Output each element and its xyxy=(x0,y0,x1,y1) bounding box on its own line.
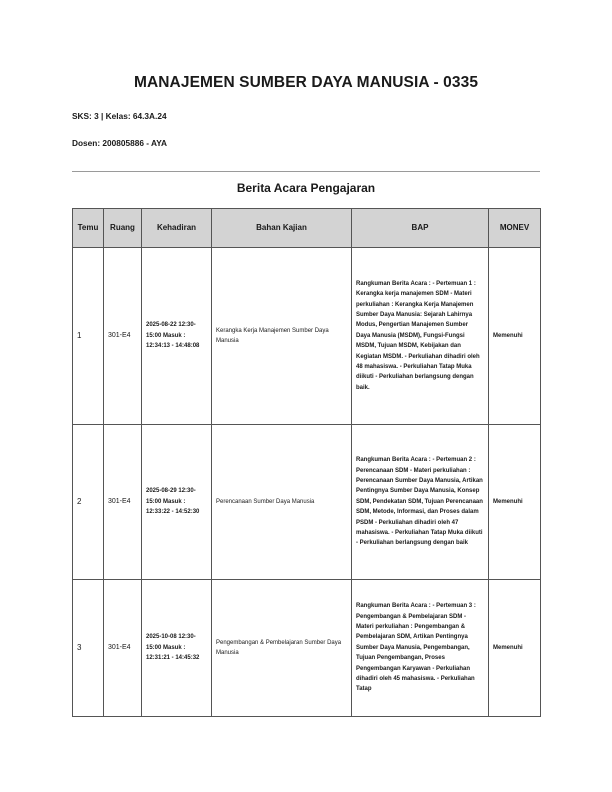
cell-bahan-kajian: Kerangka Kerja Manajemen Sumber Daya Manusia xyxy=(212,248,352,425)
table-header-row xyxy=(73,209,541,248)
lecturer-meta: Dosen: 200805886 - AYA xyxy=(72,138,168,148)
cell-bap: Rangkuman Berita Acara : - Pertemuan 1 : Kerangka kerja manajemen SDM - Materi perkuliahan : Kerangka Kerja Manajemen Sumber Daya Manusia: Sejarah Lahirnya Modus, Pengertian Manajemen Sumber Daya Manusia (MSDM), Fungsi-Fungsi MSDM, Tujuan MSDM, Kebijakan dan Kegiatan MSDM. - Perkuliahan dihadiri oleh 48 mahasiswa. - Perkuliahan Tatap Muka diikuti - Perkuliahan berlangsung dengan baik. xyxy=(352,248,489,425)
document-title: MANAJEMEN SUMBER DAYA MANUSIA - 0335 xyxy=(133,74,479,91)
cell-ruang: 301-E4 xyxy=(104,425,142,580)
header-bap: BAP xyxy=(352,209,489,248)
header-kehadiran: Kehadiran xyxy=(142,209,212,248)
table-row xyxy=(73,248,541,425)
cell-bap xyxy=(352,580,489,717)
cell-temu: 2 xyxy=(73,425,104,580)
cell-bap-text: Rangkuman Berita Acara : - Pertemuan 3 : Pengembangan & Pembelajaran SDM - Materi perkuliahan : Pengembangan & Pembelajaran SDM, Artikan Pentingnya Sumber Daya Manusia, Pengembangan, Tujuan Pengembangan, Proses Pengembangan Karyawan - Perkuliahan dihadiri oleh 45 mahasiswa. - Perkuliahan Tatap xyxy=(356,603,476,693)
bap-table xyxy=(72,208,541,717)
cell-monev: Memenuhi xyxy=(489,425,541,580)
cell-ruang: 301-E4 xyxy=(104,580,142,717)
cell-kehadiran: 2025-10-08 12:30-15:00 Masuk : 12:31:21 - 14:45:32 xyxy=(142,580,212,717)
cell-temu: 3 xyxy=(73,580,104,717)
cell-monev: Memenuhi xyxy=(489,248,541,425)
cell-kehadiran: 2025-08-29 12:30-15:00 Masuk : 12:33:22 - 14:52:30 xyxy=(142,425,212,580)
course-meta: SKS: 3 | Kelas: 64.3A.24 xyxy=(72,111,167,121)
cell-temu: 1 xyxy=(73,248,104,425)
cell-kehadiran: 2025-08-22 12:30-15:00 Masuk : 12:34:13 - 14:48:08 xyxy=(142,248,212,425)
header-temu: Temu xyxy=(73,209,104,248)
divider xyxy=(72,171,540,172)
header-bahan-kajian: Bahan Kajian xyxy=(212,209,352,248)
table-row xyxy=(73,425,541,580)
cell-bap: Rangkuman Berita Acara : - Pertemuan 2 : Perencanaan SDM - Materi perkuliahan : Perencanaan Sumber Daya Manusia, Artikan Pentingnya Sumber Daya Manusia, Konsep SDM, Pendekatan SDM, Tujuan Perencanaan SDM, Metode, Informasi, dan Proses dalam PSDM - Perkuliahan dihadiri oleh 47 mahasiswa. - Perkuliahan Tatap Muka diikuti - Perkuliahan berlangsung dengan baik xyxy=(352,425,489,580)
cell-bahan-kajian: Perencanaan Sumber Daya Manusia xyxy=(212,425,352,580)
cell-bahan-kajian: Pengembangan & Pembelajaran Sumber Daya Manusia xyxy=(212,580,352,717)
header-monev: MONEV xyxy=(489,209,541,248)
cell-monev: Memenuhi xyxy=(489,580,541,717)
header-ruang: Ruang xyxy=(104,209,142,248)
cell-ruang: 301-E4 xyxy=(104,248,142,425)
table-row xyxy=(73,580,541,717)
section-title: Berita Acara Pengajaran xyxy=(236,181,376,195)
